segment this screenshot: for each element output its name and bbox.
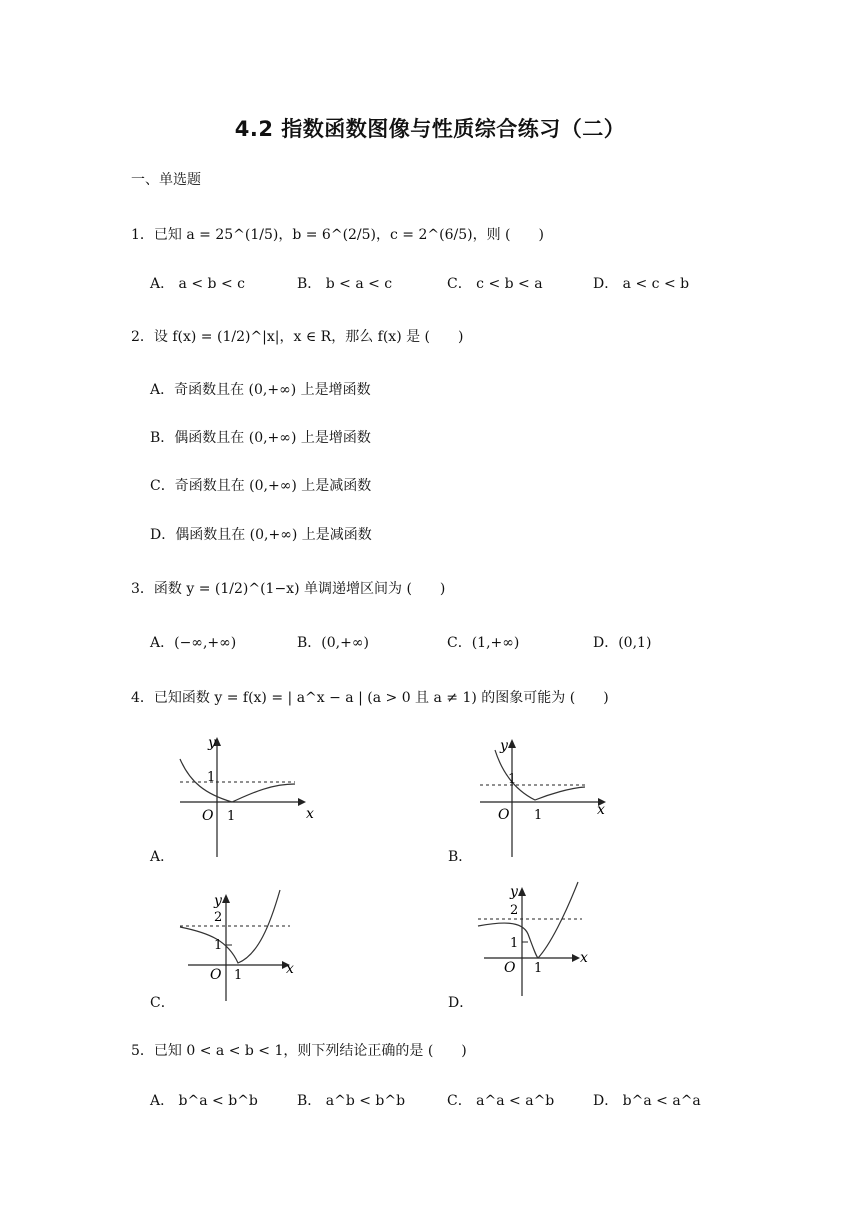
- q2-option-a: A．奇函数且在 (0,+∞) 上是增函数: [150, 382, 371, 398]
- q3-option-a: A．(−∞,+∞): [150, 635, 237, 651]
- q4-option-a: A．: [150, 849, 175, 865]
- graph-b-one-label: 1: [508, 772, 517, 787]
- graph-d-one-x-label: 1: [534, 961, 543, 976]
- graph-b-x-label: x: [597, 802, 605, 818]
- graph-b-one-x-label: 1: [534, 808, 543, 823]
- q3-option-d: D．(0,1): [593, 635, 652, 651]
- question-3-stem: 3．函数 y = (1/2)^(1−x) 单调递增区间为 ( ): [131, 581, 446, 597]
- q3-option-c: C．(1,+∞): [447, 635, 520, 651]
- graph-c-x-label: x: [286, 961, 294, 977]
- graph-d: [470, 880, 620, 1000]
- q4-option-c: C．: [150, 995, 175, 1011]
- graph-d-x-label: x: [580, 950, 588, 966]
- question-4-stem: 4．已知函数 y = f(x) = | a^x − a | (a > 0 且 a ≠ 1) 的图象可能为 ( ): [131, 690, 609, 706]
- q1-option-a: A． a < b < c: [150, 276, 245, 292]
- graph-c-origin-label: O: [210, 967, 222, 983]
- graph-a: [170, 732, 320, 862]
- graph-c-one-x-label: 1: [234, 968, 243, 983]
- graph-c-one-label: 1: [214, 938, 223, 953]
- graph-b: [470, 732, 620, 862]
- graph-b-origin-label: O: [498, 807, 510, 823]
- q2-option-c: C．奇函数且在 (0,+∞) 上是减函数: [150, 478, 372, 494]
- graph-c-y-label: y: [214, 893, 222, 909]
- q4-option-b: B．: [448, 849, 473, 865]
- graph-a-y-label: y: [208, 735, 216, 751]
- graph-c-two-label: 2: [214, 910, 223, 925]
- q1-option-c: C． c < b < a: [447, 276, 543, 292]
- question-1-stem: 1．已知 a = 25^(1/5)，b = 6^(2/5)，c = 2^(6/5)，则 ( ): [131, 227, 544, 243]
- q1-option-b: B． b < a < c: [297, 276, 393, 292]
- graph-c: [170, 885, 320, 1005]
- q5-option-a: A． b^a < b^b: [150, 1093, 258, 1109]
- graph-a-one-x-label: 1: [227, 809, 236, 824]
- q5-option-c: C． a^a < a^b: [447, 1093, 555, 1109]
- q5-option-d: D． b^a < a^a: [593, 1093, 701, 1109]
- q3-option-b: B．(0,+∞): [297, 635, 369, 651]
- q5-option-b: B． a^b < b^b: [297, 1093, 406, 1109]
- graph-a-x-label: x: [306, 806, 314, 822]
- graph-a-origin-label: O: [202, 808, 214, 824]
- graph-d-origin-label: O: [504, 960, 516, 976]
- page-title: 4.2 指数函数图像与性质综合练习（二）: [234, 117, 626, 141]
- q2-option-b: B．偶函数且在 (0,+∞) 上是增函数: [150, 430, 371, 446]
- graph-a-one-label: 1: [207, 770, 216, 785]
- graph-b-y-label: y: [500, 738, 508, 754]
- graph-d-y-label: y: [510, 884, 518, 900]
- question-5-stem: 5．已知 0 < a < b < 1，则下列结论正确的是 ( ): [131, 1043, 467, 1059]
- question-2-stem: 2．设 f(x) = (1/2)^|x|，x ∈ R，那么 f(x) 是 ( ): [131, 329, 464, 345]
- graph-d-two-label: 2: [510, 903, 519, 918]
- q4-option-d: D．: [448, 995, 474, 1011]
- section-heading: 一、单选题: [131, 172, 201, 188]
- q2-option-d: D．偶函数且在 (0,+∞) 上是减函数: [150, 527, 372, 543]
- graph-d-one-label: 1: [510, 936, 519, 951]
- q1-option-d: D． a < c < b: [593, 276, 690, 292]
